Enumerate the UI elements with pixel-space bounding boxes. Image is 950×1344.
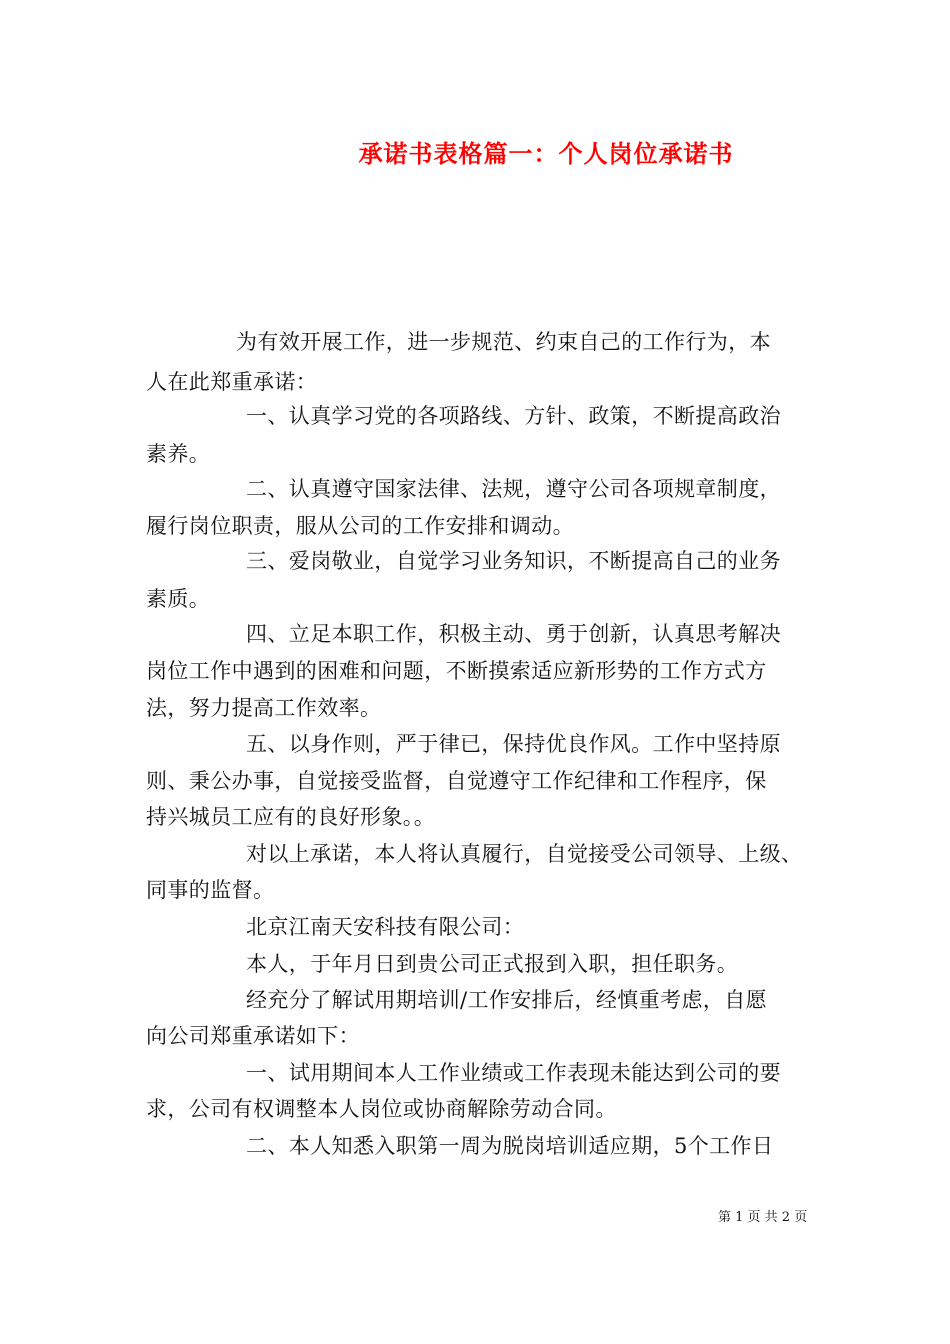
paragraph-line: 本人，于年月日到贵公司正式报到入职，担任职务。: [246, 952, 739, 976]
page-number: 第 1 页 共 2 页: [718, 1210, 808, 1225]
paragraph-line: 持兴城员工应有的良好形象。。: [146, 805, 436, 829]
paragraph-line: 法，努力提高工作效率。: [146, 696, 382, 720]
document-title: 承诺书表格篇一：个人岗位承诺书: [358, 139, 734, 168]
paragraph-line: 求，公司有权调整本人岗位或协商解除劳动合同。: [146, 1097, 617, 1121]
paragraph-line: 经充分了解试用期培训/工作安排后，经慎重考虑，自愿: [246, 988, 768, 1012]
paragraph-line: 二、本人知悉入职第一周为脱岗培训适应期，5个工作日: [246, 1134, 774, 1158]
paragraph-line: 三、爱岗敬业，自觉学习业务知识，不断提高自己的业务: [246, 549, 781, 573]
paragraph-line: 同事的监督。: [146, 878, 275, 902]
paragraph-line: 则、秉公办事，自觉接受监督，自觉遵守工作纪律和工作程序，保: [146, 769, 767, 793]
paragraph-line: 岗位工作中遇到的困难和问题，不断摸索适应新形势的工作方式方: [146, 659, 767, 683]
paragraph-line: 向公司郑重承诺如下：: [146, 1024, 360, 1048]
paragraph-line: 素质。: [146, 587, 211, 611]
paragraph-line: 四、立足本职工作，积极主动、勇于创新，认真思考解决: [246, 622, 781, 646]
paragraph-line: 一、认真学习党的各项路线、方针、政策，不断提高政治: [246, 404, 781, 428]
paragraph-line: 素养。: [146, 442, 211, 466]
paragraph-line: 履行岗位职责，服从公司的工作安排和调动。: [146, 514, 574, 538]
paragraph-line: 一、试用期间本人工作业绩或工作表现未能达到公司的要: [246, 1061, 781, 1085]
paragraph-line: 二、认真遵守国家法律、法规，遵守公司各项规章制度，: [246, 477, 781, 501]
paragraph-line: 五、以身作则，严于律已，保持优良作风。工作中坚持原: [246, 732, 781, 756]
paragraph-line: 为有效开展工作，进一步规范、约束自己的工作行为，本: [236, 330, 771, 354]
paragraph-line: 人在此郑重承诺：: [146, 370, 318, 394]
paragraph-line: 北京江南天安科技有限公司：: [246, 915, 525, 939]
paragraph-line: 对以上承诺，本人将认真履行，自觉接受公司领导、上级、: [246, 842, 803, 866]
